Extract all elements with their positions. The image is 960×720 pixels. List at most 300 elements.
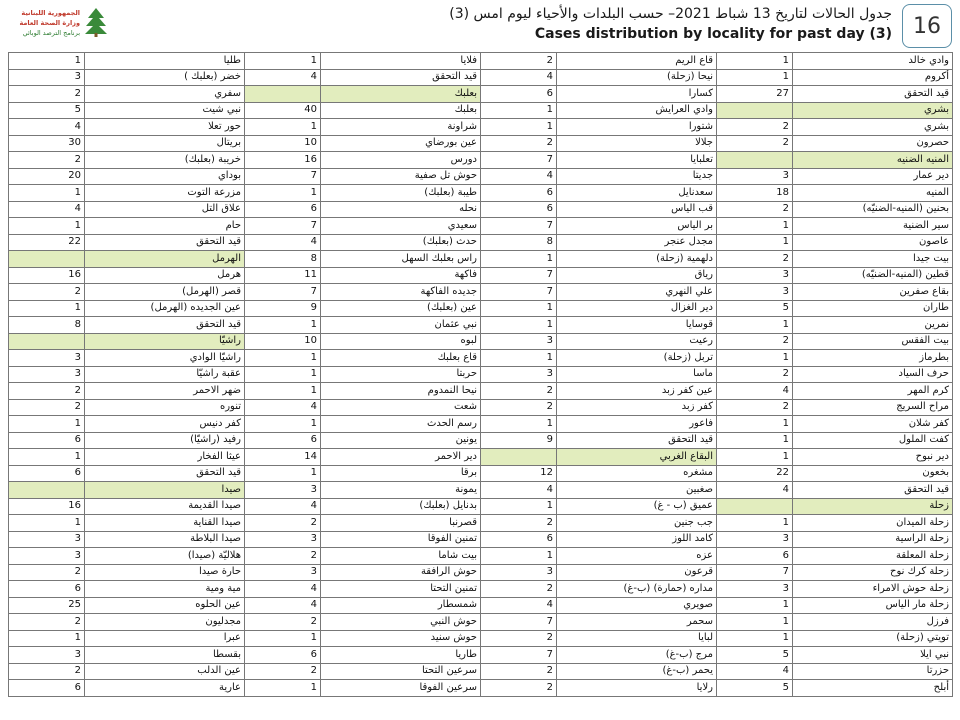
locality-name-cell: نحله: [321, 201, 481, 218]
locality-name-cell: زحلة الميدان: [793, 515, 953, 532]
case-count-cell: 7: [245, 284, 321, 301]
case-count-cell: 2: [717, 366, 793, 383]
locality-name-cell: مجدليون: [85, 614, 245, 631]
table-row: [9, 152, 953, 169]
table-row: [9, 350, 953, 367]
case-count-cell: 6: [9, 465, 85, 482]
locality-name-cell: عين (بعلبك): [321, 300, 481, 317]
case-count-cell: 2: [9, 284, 85, 301]
locality-name-cell: رلايا: [557, 680, 717, 697]
locality-name-cell: دورس: [321, 152, 481, 169]
case-count-cell: 5: [717, 647, 793, 664]
locality-name-cell: عاصون: [793, 234, 953, 251]
case-count-cell: 2: [245, 515, 321, 532]
case-count-cell: 1: [481, 548, 557, 565]
locality-name-cell: بيت جيدا: [793, 251, 953, 268]
locality-name-cell: نمرين: [793, 317, 953, 334]
locality-name-cell: مزرعة التوت: [85, 185, 245, 202]
locality-name-cell: هرمل: [85, 267, 245, 284]
table-row: [9, 548, 953, 565]
case-count-cell: 2: [481, 515, 557, 532]
case-count-cell: 1: [481, 251, 557, 268]
case-count-cell: 7: [481, 284, 557, 301]
locality-name-cell: قيد التحقق: [85, 234, 245, 251]
locality-name-cell: قوسايا: [557, 317, 717, 334]
district-header-cell: الهرمل: [85, 251, 245, 268]
locality-name-cell: قب الياس: [557, 201, 717, 218]
locality-name-cell: دير نبوح: [793, 449, 953, 466]
table-row: [9, 383, 953, 400]
case-count-cell: 2: [481, 53, 557, 70]
case-count-cell: 7: [717, 564, 793, 581]
case-count-cell: 2: [717, 119, 793, 136]
locality-name-cell: رسم الحدث: [321, 416, 481, 433]
page-number: 16: [902, 4, 952, 48]
case-count-cell: 4: [245, 399, 321, 416]
table-row: [9, 366, 953, 383]
locality-name-cell: لبوه: [321, 333, 481, 350]
case-count-cell: 3: [9, 366, 85, 383]
table-row: [9, 201, 953, 218]
locality-name-cell: قصر (الهرمل): [85, 284, 245, 301]
case-count-cell: 16: [245, 152, 321, 169]
locality-name-cell: حرف السياد: [793, 366, 953, 383]
locality-name-cell: زحلة المعلقة: [793, 548, 953, 565]
case-count-cell: 2: [717, 333, 793, 350]
case-count-cell: 1: [245, 350, 321, 367]
district-header-cell: راشيّا: [85, 333, 245, 350]
table-body: [9, 53, 953, 697]
case-count-cell: 1: [481, 102, 557, 119]
locality-name-cell: خضر (بعلبك ): [85, 69, 245, 86]
case-count-cell: 5: [717, 680, 793, 697]
cases-table: [8, 52, 953, 697]
locality-name-cell: تمنين الفوقا: [321, 531, 481, 548]
locality-name-cell: طاريا: [321, 647, 481, 664]
locality-name-cell: دلهمية (زحلة): [557, 251, 717, 268]
table-row: [9, 135, 953, 152]
case-count-cell: 1: [481, 119, 557, 136]
case-count-cell: 6: [9, 680, 85, 697]
locality-name-cell: صيدا القناية: [85, 515, 245, 532]
locality-name-cell: مرج (ب-غ): [557, 647, 717, 664]
locality-name-cell: راشيّا الوادي: [85, 350, 245, 367]
case-count-cell: 11: [245, 267, 321, 284]
table-row: [9, 432, 953, 449]
case-count-cell: 2: [9, 86, 85, 103]
case-count-cell: 2: [9, 564, 85, 581]
case-count-cell: 6: [481, 86, 557, 103]
locality-name-cell: قيد التحقق: [85, 317, 245, 334]
case-count-cell: 3: [9, 647, 85, 664]
case-count-cell: 2: [245, 548, 321, 565]
locality-name-cell: جلالا: [557, 135, 717, 152]
locality-name-cell: طيبة (بعلبك): [321, 185, 481, 202]
district-header-cell: المنيه الضنيه: [793, 152, 953, 169]
table-row: [9, 564, 953, 581]
table-row: [9, 119, 953, 136]
logo-text: [8, 8, 80, 38]
locality-name-cell: صيدا البلاطة: [85, 531, 245, 548]
locality-name-cell: عين الدلب: [85, 663, 245, 680]
locality-name-cell: عميق (ب - غ): [557, 498, 717, 515]
logo-line-1: الجمهورية اللبنانية: [21, 9, 80, 17]
table-row: [9, 663, 953, 680]
case-count-cell: 6: [481, 185, 557, 202]
case-count-cell: 3: [245, 482, 321, 499]
locality-name-cell: فاعور: [557, 416, 717, 433]
case-count-cell: 1: [9, 300, 85, 317]
case-count-cell: 1: [245, 630, 321, 647]
case-count-cell: 6: [245, 201, 321, 218]
locality-name-cell: بطرماز: [793, 350, 953, 367]
locality-name-cell: سعدنايل: [557, 185, 717, 202]
case-count-cell: 3: [9, 531, 85, 548]
table-row: [9, 680, 953, 697]
case-count-cell: 1: [717, 53, 793, 70]
case-count-cell: 1: [481, 300, 557, 317]
locality-name-cell: حام: [85, 218, 245, 235]
locality-name-cell: طليا: [85, 53, 245, 70]
locality-name-cell: ماسا: [557, 366, 717, 383]
case-count-cell: 1: [717, 515, 793, 532]
case-count-cell: 3: [9, 548, 85, 565]
case-count-cell: 4: [717, 663, 793, 680]
locality-name-cell: بر الياس: [557, 218, 717, 235]
case-count-cell: [245, 86, 321, 103]
locality-name-cell: علي النهري: [557, 284, 717, 301]
table-row: [9, 647, 953, 664]
case-count-cell: 1: [245, 185, 321, 202]
table-row: [9, 399, 953, 416]
case-count-cell: 6: [9, 432, 85, 449]
table-row: [9, 284, 953, 301]
locality-name-cell: شراونة: [321, 119, 481, 136]
table-row: [9, 449, 953, 466]
case-count-cell: 20: [9, 168, 85, 185]
case-count-cell: 1: [245, 383, 321, 400]
locality-name-cell: قطين (المنيه-الضنيّه): [793, 267, 953, 284]
locality-name-cell: صغبين: [557, 482, 717, 499]
case-count-cell: 40: [245, 102, 321, 119]
locality-name-cell: ضهر الاحمر: [85, 383, 245, 400]
case-count-cell: 14: [245, 449, 321, 466]
case-count-cell: 2: [9, 383, 85, 400]
case-count-cell: 2: [481, 663, 557, 680]
locality-name-cell: كفت الملول: [793, 432, 953, 449]
case-count-cell: 1: [717, 630, 793, 647]
case-count-cell: 4: [245, 234, 321, 251]
table-row: [9, 69, 953, 86]
locality-name-cell: رياق: [557, 267, 717, 284]
case-count-cell: 1: [717, 449, 793, 466]
case-count-cell: 2: [481, 630, 557, 647]
locality-name-cell: قيد التحقق: [793, 482, 953, 499]
locality-name-cell: فاكهة: [321, 267, 481, 284]
case-count-cell: 1: [481, 317, 557, 334]
case-count-cell: 2: [245, 663, 321, 680]
table-row: [9, 267, 953, 284]
case-count-cell: 1: [717, 69, 793, 86]
locality-name-cell: قيد التحقق: [321, 69, 481, 86]
table-row: [9, 482, 953, 499]
locality-name-cell: دير الغزال: [557, 300, 717, 317]
table-row: [9, 515, 953, 532]
locality-name-cell: عقبة راشيّا: [85, 366, 245, 383]
case-count-cell: 3: [481, 366, 557, 383]
logo-line-3: برنامج الترصد الوبائي: [22, 29, 80, 37]
ministry-logo: [8, 4, 108, 40]
locality-name-cell: عزه: [557, 548, 717, 565]
district-header-cell: بشري: [793, 102, 953, 119]
locality-name-cell: حزرتا: [793, 663, 953, 680]
locality-name-cell: تعلبايا: [557, 152, 717, 169]
case-count-cell: [717, 498, 793, 515]
case-count-cell: 5: [717, 300, 793, 317]
table-row: [9, 86, 953, 103]
locality-name-cell: بعلبك: [321, 102, 481, 119]
locality-name-cell: يحمر (ب-غ): [557, 663, 717, 680]
case-count-cell: 6: [245, 432, 321, 449]
case-count-cell: 3: [717, 581, 793, 598]
case-count-cell: 1: [481, 416, 557, 433]
locality-name-cell: هلاليّة (صيدا): [85, 548, 245, 565]
case-count-cell: 1: [245, 317, 321, 334]
locality-name-cell: بقسطا: [85, 647, 245, 664]
case-count-cell: 6: [481, 531, 557, 548]
locality-name-cell: لبايا: [557, 630, 717, 647]
case-count-cell: 4: [9, 201, 85, 218]
case-count-cell: 1: [481, 498, 557, 515]
case-count-cell: 4: [245, 581, 321, 598]
table-row: [9, 498, 953, 515]
case-count-cell: 9: [245, 300, 321, 317]
case-count-cell: 1: [245, 680, 321, 697]
locality-name-cell: شمسطار: [321, 597, 481, 614]
locality-name-cell: نيحا النمدوم: [321, 383, 481, 400]
locality-name-cell: بقاع صفرين: [793, 284, 953, 301]
district-header-cell: البقاع الغربي: [557, 449, 717, 466]
locality-name-cell: بخعون: [793, 465, 953, 482]
case-count-cell: 7: [481, 218, 557, 235]
case-count-cell: 7: [481, 647, 557, 664]
case-count-cell: 1: [481, 350, 557, 367]
case-count-cell: 10: [245, 333, 321, 350]
locality-name-cell: سرعين التحتا: [321, 663, 481, 680]
locality-name-cell: يونين: [321, 432, 481, 449]
locality-name-cell: تنوره: [85, 399, 245, 416]
case-count-cell: 1: [717, 350, 793, 367]
locality-name-cell: حارة صيدا: [85, 564, 245, 581]
case-count-cell: 1: [9, 185, 85, 202]
locality-name-cell: بحنين (المنيه-الضنيّه): [793, 201, 953, 218]
locality-name-cell: جب جنين: [557, 515, 717, 532]
case-count-cell: 2: [717, 201, 793, 218]
locality-name-cell: صيدا القديمة: [85, 498, 245, 515]
logo-line-2: وزارة الصحة العامة: [19, 19, 80, 27]
table-row: [9, 333, 953, 350]
locality-name-cell: رفيد (راشيّا): [85, 432, 245, 449]
case-count-cell: 12: [481, 465, 557, 482]
case-count-cell: 3: [245, 564, 321, 581]
table-row: [9, 531, 953, 548]
locality-name-cell: عين كفر زبد: [557, 383, 717, 400]
locality-name-cell: جديده الفاكهة: [321, 284, 481, 301]
case-count-cell: 2: [9, 663, 85, 680]
case-count-cell: 8: [481, 234, 557, 251]
case-count-cell: 2: [9, 614, 85, 631]
locality-name-cell: وادي العرايش: [557, 102, 717, 119]
locality-name-cell: كفر دنيس: [85, 416, 245, 433]
locality-name-cell: عين بورضاي: [321, 135, 481, 152]
case-count-cell: 16: [9, 267, 85, 284]
case-count-cell: 30: [9, 135, 85, 152]
case-count-cell: 2: [717, 251, 793, 268]
case-count-cell: 4: [245, 597, 321, 614]
case-count-cell: 9: [481, 432, 557, 449]
case-count-cell: 1: [245, 416, 321, 433]
locality-name-cell: سعيدي: [321, 218, 481, 235]
table-row: [9, 317, 953, 334]
locality-name-cell: كفر شلان: [793, 416, 953, 433]
case-count-cell: 1: [717, 317, 793, 334]
case-count-cell: 1: [245, 465, 321, 482]
locality-name-cell: بدنايل (بعلبك): [321, 498, 481, 515]
locality-name-cell: بريتال: [85, 135, 245, 152]
case-count-cell: 5: [9, 102, 85, 119]
locality-name-cell: حصرون: [793, 135, 953, 152]
locality-name-cell: تربل (زحلة): [557, 350, 717, 367]
district-header-cell: زحلة: [793, 498, 953, 515]
case-count-cell: 2: [481, 399, 557, 416]
locality-name-cell: زحلة كرك نوح: [793, 564, 953, 581]
case-count-cell: 8: [9, 317, 85, 334]
district-header-cell: صيدا: [85, 482, 245, 499]
case-count-cell: 2: [481, 135, 557, 152]
locality-name-cell: قيد التحقق: [557, 432, 717, 449]
table-row: [9, 581, 953, 598]
table-row: [9, 597, 953, 614]
locality-name-cell: فرزل: [793, 614, 953, 631]
locality-name-cell: حوش الرافقة: [321, 564, 481, 581]
case-count-cell: 27: [717, 86, 793, 103]
table-row: [9, 102, 953, 119]
locality-name-cell: زحلة الراسية: [793, 531, 953, 548]
case-count-cell: 4: [245, 498, 321, 515]
case-count-cell: 4: [717, 482, 793, 499]
case-count-cell: 3: [481, 564, 557, 581]
case-count-cell: 1: [717, 614, 793, 631]
case-count-cell: 3: [717, 267, 793, 284]
table-row: [9, 614, 953, 631]
table-row: [9, 168, 953, 185]
locality-name-cell: نبي ايلا: [793, 647, 953, 664]
case-count-cell: 3: [245, 531, 321, 548]
locality-name-cell: شعت: [321, 399, 481, 416]
case-count-cell: [9, 482, 85, 499]
locality-name-cell: عبرا: [85, 630, 245, 647]
page-title-arabic: جدول الحالات لتاريخ 13 شباط 2021– حسب البلدات والأحياء ليوم امس (3): [449, 6, 892, 22]
case-count-cell: 2: [481, 581, 557, 598]
locality-name-cell: قاع الريم: [557, 53, 717, 70]
case-count-cell: 7: [245, 218, 321, 235]
case-count-cell: 3: [9, 69, 85, 86]
case-count-cell: 4: [481, 168, 557, 185]
case-count-cell: [717, 152, 793, 169]
case-count-cell: 3: [717, 284, 793, 301]
case-count-cell: 4: [481, 597, 557, 614]
locality-name-cell: المنيه: [793, 185, 953, 202]
case-count-cell: 2: [717, 135, 793, 152]
locality-name-cell: قيد التحقق: [793, 86, 953, 103]
table-row: [9, 465, 953, 482]
table-row: [9, 416, 953, 433]
case-count-cell: 1: [9, 218, 85, 235]
locality-name-cell: علاق التل: [85, 201, 245, 218]
case-count-cell: 1: [9, 416, 85, 433]
case-count-cell: 3: [9, 350, 85, 367]
locality-name-cell: مراح السريج: [793, 399, 953, 416]
locality-name-cell: قيد التحقق: [85, 465, 245, 482]
case-count-cell: 25: [9, 597, 85, 614]
case-count-cell: 4: [717, 383, 793, 400]
cedar-icon: [84, 6, 108, 38]
locality-name-cell: عين الحلوه: [85, 597, 245, 614]
table-row: [9, 218, 953, 235]
locality-name-cell: حربتا: [321, 366, 481, 383]
case-count-cell: 8: [245, 251, 321, 268]
locality-name-cell: حدث (بعلبك): [321, 234, 481, 251]
case-count-cell: [9, 333, 85, 350]
locality-name-cell: أبلح: [793, 680, 953, 697]
case-count-cell: 3: [717, 168, 793, 185]
locality-name-cell: دير الاحمر: [321, 449, 481, 466]
locality-name-cell: حوش سنيد: [321, 630, 481, 647]
locality-name-cell: كرم المهر: [793, 383, 953, 400]
case-count-cell: 7: [481, 267, 557, 284]
locality-name-cell: نيحا (زحلة): [557, 69, 717, 86]
case-count-cell: 6: [245, 647, 321, 664]
locality-name-cell: حوش تل صفية: [321, 168, 481, 185]
case-count-cell: 1: [717, 432, 793, 449]
case-count-cell: 4: [481, 482, 557, 499]
case-count-cell: 2: [245, 614, 321, 631]
table-row: [9, 300, 953, 317]
case-count-cell: 2: [717, 399, 793, 416]
locality-name-cell: سحمر: [557, 614, 717, 631]
case-count-cell: 1: [245, 366, 321, 383]
case-count-cell: 1: [9, 515, 85, 532]
case-count-cell: 1: [9, 449, 85, 466]
page-title-english: Cases distribution by locality for past day (3): [534, 26, 892, 42]
case-count-cell: 1: [245, 119, 321, 136]
locality-name-cell: كفر زبد: [557, 399, 717, 416]
table-row: [9, 53, 953, 70]
case-count-cell: 10: [245, 135, 321, 152]
case-count-cell: 4: [9, 119, 85, 136]
table-row: [9, 630, 953, 647]
case-count-cell: 4: [481, 69, 557, 86]
case-count-cell: 1: [717, 416, 793, 433]
locality-name-cell: بشري: [793, 119, 953, 136]
case-count-cell: 1: [717, 234, 793, 251]
locality-name-cell: عيثا الفخار: [85, 449, 245, 466]
case-count-cell: 6: [9, 581, 85, 598]
case-count-cell: 2: [481, 680, 557, 697]
locality-name-cell: خريبة (بعلبك): [85, 152, 245, 169]
locality-name-cell: سفري: [85, 86, 245, 103]
case-count-cell: 7: [481, 614, 557, 631]
